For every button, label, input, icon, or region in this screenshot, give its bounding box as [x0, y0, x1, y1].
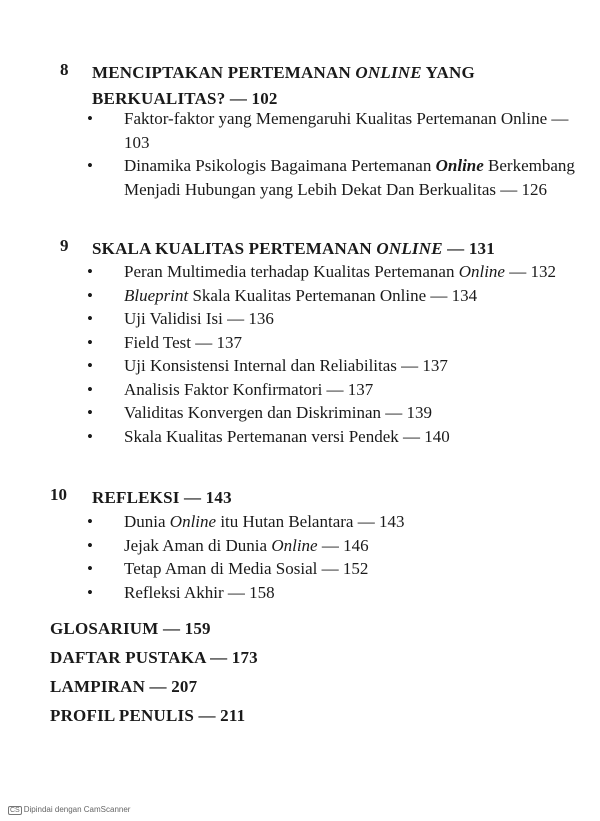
- chapter-number: 10: [50, 485, 67, 504]
- toc-entry[interactable]: • Uji Konsistensi Internal dan Reliabilitas — 137: [60, 354, 580, 378]
- toc-profil-penulis[interactable]: PROFIL PENULIS — 211: [50, 706, 246, 725]
- chapter-items: [60, 260, 580, 448]
- bullet-icon: •: [87, 403, 93, 422]
- bullet-icon: •: [87, 356, 93, 375]
- toc-entry[interactable]: • Dinamika Psikologis Bagaimana Pertemanan Online Berkembang Menjadi Hubungan yang Lebih Dekat Dan Berkualitas — 126: [87, 156, 575, 199]
- bullet-icon: •: [87, 512, 93, 531]
- chapter-items: [60, 510, 580, 604]
- bullet-icon: •: [87, 156, 93, 175]
- bullet-icon: •: [87, 535, 93, 555]
- toc-entry[interactable]: • Skala Kualitas Pertemanan versi Pendek — 140: [60, 425, 580, 449]
- toc-glosarium[interactable]: GLOSARIUM — 159: [50, 619, 211, 638]
- toc-entry[interactable]: • Dunia Online itu Hutan Belantara — 143: [60, 510, 580, 534]
- toc-lampiran[interactable]: LAMPIRAN — 207: [50, 677, 198, 696]
- toc-entry[interactable]: • Uji Validisi Isi — 136: [60, 307, 580, 331]
- bullet-icon: •: [87, 109, 93, 128]
- bullet-icon: •: [87, 379, 93, 399]
- bullet-icon: •: [87, 582, 93, 602]
- chapter-title: SKALA KUALITAS PERTEMANAN ONLINE — 131: [92, 239, 495, 258]
- bullet-icon: •: [87, 426, 93, 446]
- bullet-icon: •: [87, 309, 93, 328]
- toc-daftar-pustaka[interactable]: DAFTAR PUSTAKA — 173: [50, 648, 258, 667]
- toc-entry[interactable]: • Tetap Aman di Media Sosial — 152: [60, 557, 580, 581]
- bullet-icon: •: [87, 285, 93, 305]
- bullet-icon: •: [87, 332, 93, 352]
- scanner-watermark: CS Dipindai dengan CamScanner: [10, 805, 131, 814]
- bullet-icon: •: [87, 559, 93, 578]
- toc-entry[interactable]: • Jejak Aman di Dunia Online — 146: [60, 534, 580, 558]
- chapter-title: REFLEKSI — 143: [92, 488, 232, 507]
- toc-entry[interactable]: • Field Test — 137: [60, 331, 580, 355]
- camscanner-icon: CS: [10, 807, 20, 814]
- chapter-number: 8: [60, 60, 69, 79]
- toc-entry[interactable]: • Peran Multimedia terhadap Kualitas Pertemanan Online — 132: [60, 260, 580, 284]
- chapter-title: MENCIPTAKAN PERTEMANAN ONLINE YANG BERKUALITAS? — 102: [92, 63, 475, 108]
- toc-entry[interactable]: • Refleksi Akhir — 158: [60, 581, 580, 605]
- bullet-icon: •: [87, 262, 93, 281]
- toc-entry[interactable]: • Analisis Faktor Konfirmatori — 137: [60, 378, 580, 402]
- chapter-items: [60, 107, 580, 201]
- toc-entry[interactable]: • Blueprint Skala Kualitas Pertemanan Online — 134: [60, 284, 580, 308]
- toc-entry[interactable]: • Validitas Konvergen dan Diskriminan — 139: [60, 401, 580, 425]
- toc-entry[interactable]: • Faktor-faktor yang Memengaruhi Kualitas Pertemanan Online — 103: [87, 109, 569, 152]
- chapter-number: 9: [60, 236, 69, 255]
